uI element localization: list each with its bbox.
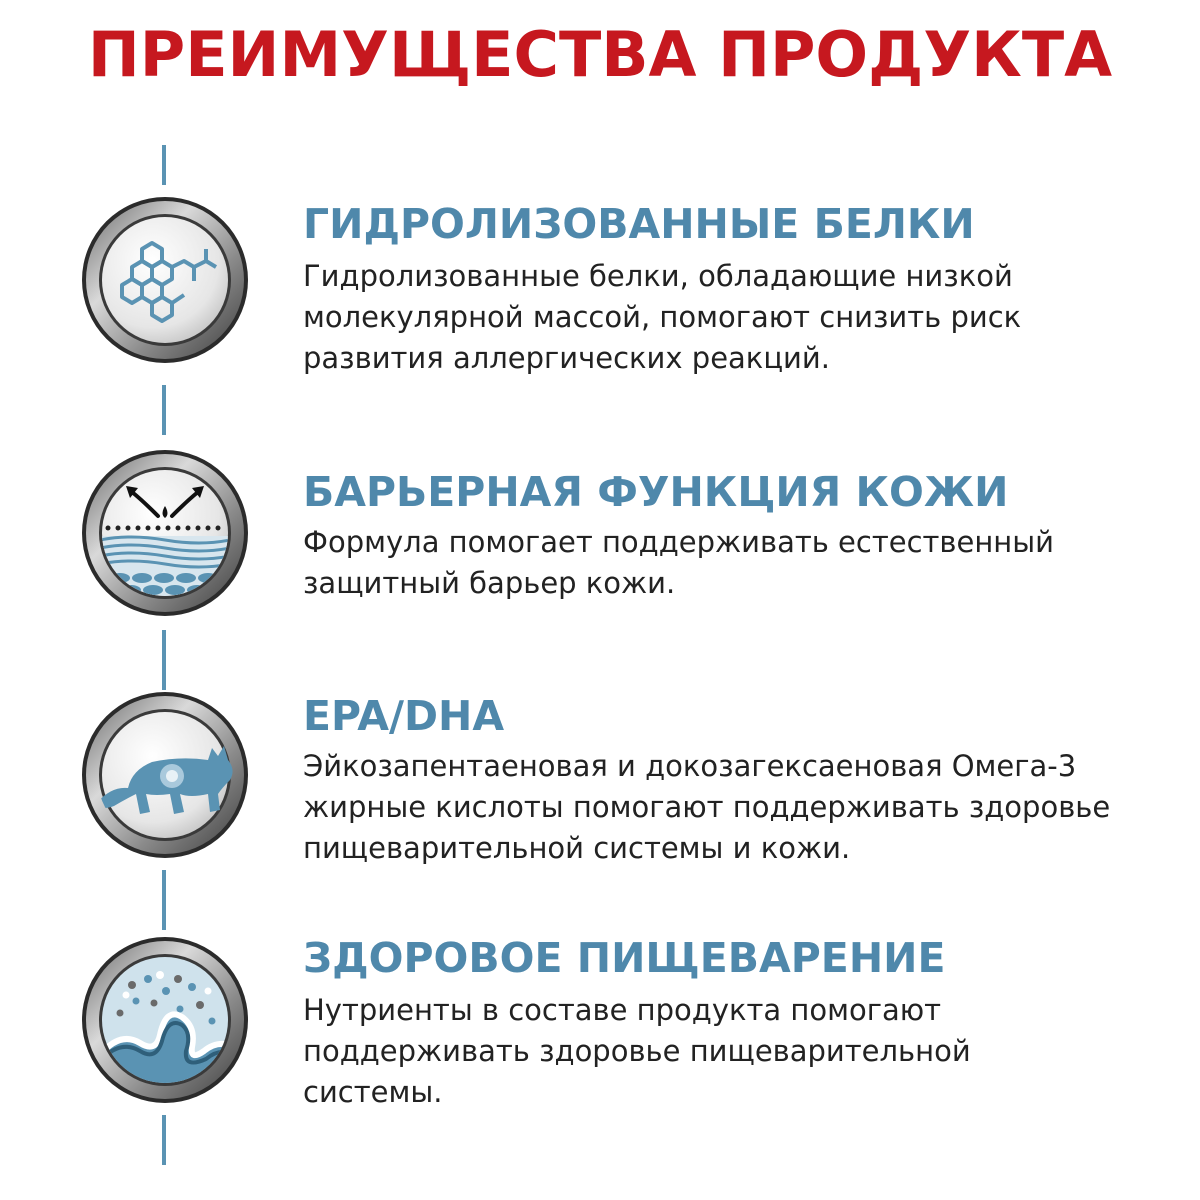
page-title: ПРЕИМУЩЕСТВА ПРОДУКТА bbox=[87, 18, 1113, 91]
cat-icon bbox=[80, 690, 250, 860]
description-line: молекулярной массой, помогают снизить риск bbox=[303, 300, 1022, 334]
feature-title: EPA/DHA bbox=[303, 692, 505, 740]
molecule-icon bbox=[80, 195, 250, 365]
description-line: Гидролизованные белки, обладающие низкой bbox=[303, 259, 1013, 293]
timeline-line bbox=[162, 1115, 166, 1165]
description-line: Нутриенты в составе продукта помогают bbox=[303, 993, 942, 1027]
description-line: системы. bbox=[303, 1075, 443, 1109]
description-line: поддерживать здоровье пищеварительной bbox=[303, 1034, 971, 1068]
timeline-line bbox=[162, 870, 166, 930]
feature-description bbox=[303, 746, 1183, 869]
description-line: Формула помогает поддерживать естественный bbox=[303, 525, 1055, 559]
feature-title: ГИДРОЛИЗОВАННЫЕ БЕЛКИ bbox=[303, 200, 975, 248]
intestine-icon bbox=[80, 935, 250, 1105]
timeline-line bbox=[162, 385, 166, 435]
feature-description bbox=[303, 990, 1183, 1113]
timeline-line bbox=[162, 630, 166, 690]
feature-title: БАРЬЕРНАЯ ФУНКЦИЯ КОЖИ bbox=[303, 468, 1009, 516]
description-line: защитный барьер кожи. bbox=[303, 566, 676, 600]
timeline-line bbox=[162, 145, 166, 185]
description-line: Эйкозапентаеновая и докозагексаеновая Омега-3 bbox=[303, 749, 1077, 783]
description-line: развития аллергических реакций. bbox=[303, 341, 830, 375]
feature-title: ЗДОРОВОЕ ПИЩЕВАРЕНИЕ bbox=[303, 934, 946, 982]
feature-description bbox=[303, 522, 1183, 604]
skin-barrier-icon bbox=[80, 448, 250, 618]
description-line: жирные кислоты помогают поддерживать здоровье bbox=[303, 790, 1111, 824]
description-line: пищеварительной системы и кожи. bbox=[303, 831, 851, 865]
feature-description bbox=[303, 256, 1183, 379]
